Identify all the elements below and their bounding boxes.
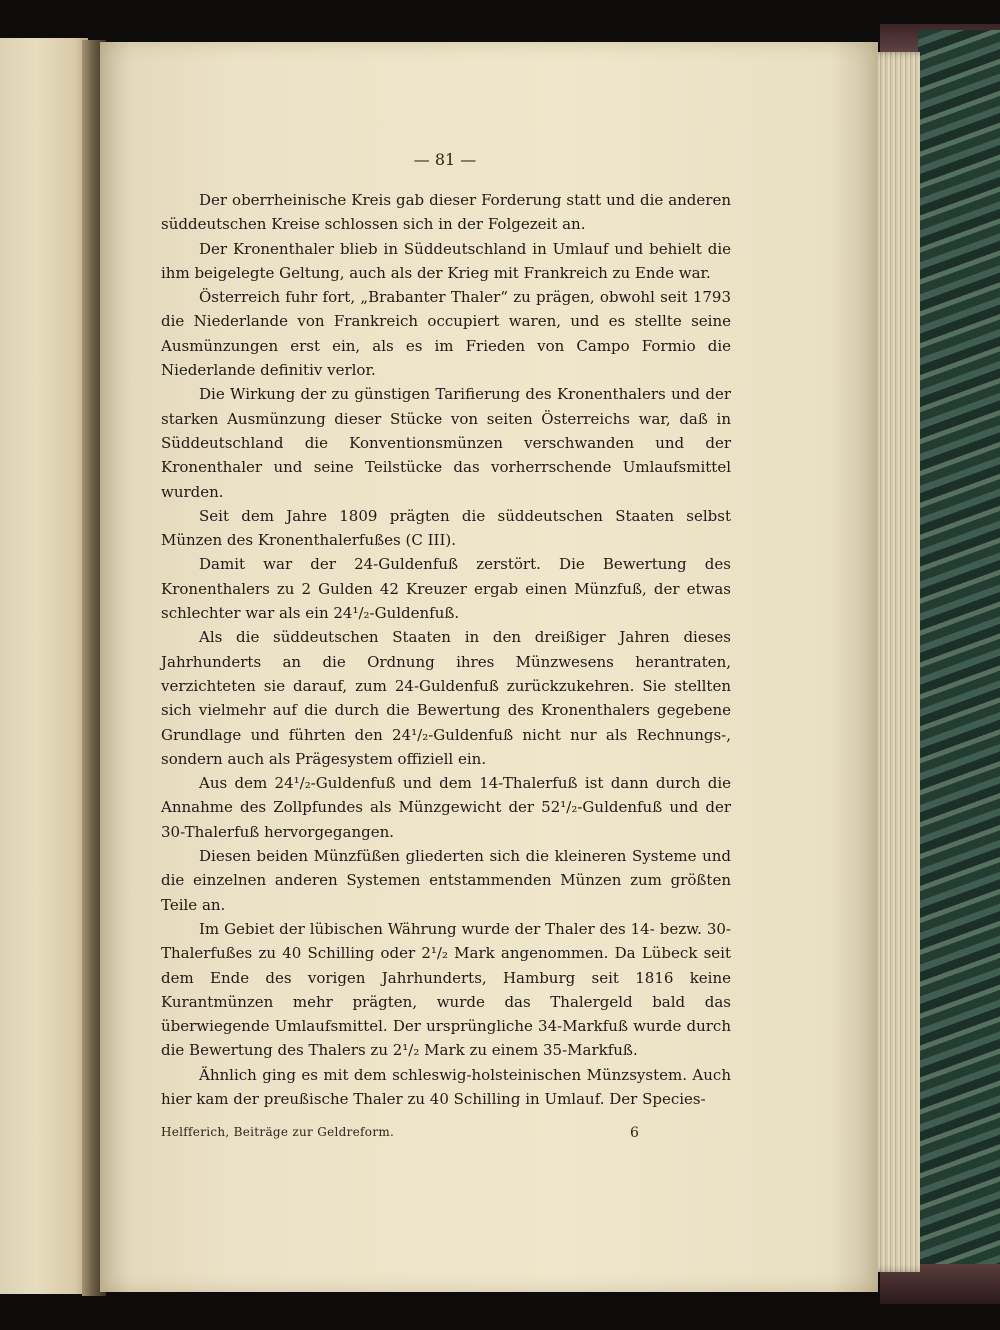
left-page-edge	[0, 38, 88, 1294]
page-number: — 81 —	[413, 150, 477, 169]
paragraph: Der oberrheinische Kreis gab dieser Forderung statt und die anderen süddeutschen Kreise schlossen sich in der Folgezeit an.	[161, 191, 731, 234]
paragraph: Seit dem Jahre 1809 prägten die süddeutschen Staaten selbst Münzen des Kronenthalerfußes (C III).	[161, 506, 731, 550]
paragraph: Österreich fuhr fort, „Brabanter Thaler“ zu prägen, obwohl seit 1793 die Niederlande von Frankreich occupiert waren, und es stellte seine Ausmünzungen erst ein, als es im Frieden von Campo Formio die Niederlande definitiv verlor.	[161, 288, 731, 380]
paragraph: Diesen beiden Münzfüßen gliederten sich die kleineren Systeme und die einzelnen anderen Systemen entstammenden Münzen zum größten Teile an.	[161, 847, 731, 914]
footer-citation: Helfferich, Beiträge zur Geldreform.	[161, 1125, 395, 1139]
paragraph: Damit war der 24-Guldenfuß zerstört. Die Bewertung des Kronenthalers zu 2 Gulden 42 Kreuzer ergab einen Münzfuß, der etwas schlechter war als ein 24¹/₂-Guldenfuß.	[161, 555, 731, 623]
paragraph: Im Gebiet der lübischen Währung wurde der Thaler des 14- bezw. 30-Thalerfußes zu 40 Schilling oder 2¹/₂ Mark angenommen. Da Lübeck seit dem Ende des vorigen Jahrhunderts, Hamburg seit 1816 keine Kurantmünzen mehr prägten, wurde das Thalergeld bald das überwiegende Umlaufsmittel. Der ursprüngliche 34-Markfuß wurde durch die Bewertung des Thalers zu 2¹/₂ Mark zu einem 35-Markfuß.	[161, 919, 731, 1060]
paragraph: Aus dem 24¹/₂-Guldenfuß und dem 14-Thalerfuß ist dann durch die Annahme des Zollpfundes als Münzgewicht der 52¹/₂-Guldenfuß und der 30-Thalerfuß hervorgegangen.	[161, 774, 731, 841]
book-cover-marbled	[918, 30, 1000, 1300]
paragraph: Der Kronenthaler blieb in Süddeutschland in Umlauf und behielt die ihm beigelegte Geltung, auch als der Krieg mit Frankreich zu Ende war.	[161, 239, 731, 282]
paragraph: Die Wirkung der zu günstigen Tarifierung des Kronenthalers und der starken Ausmünzung dieser Stücke von seiten Österreichs war, daß in Süddeutschland die Konventionsmünzen verschwanden und der Kronenthaler und seine Teilstücke das vorherrschende Umlaufsmittel wurden.	[161, 385, 731, 501]
paragraph: Ähnlich ging es mit dem schleswig-holsteinischen Münzsystem. Auch hier kam der preußische Thaler zu 40 Schilling in Umlauf. Der Species-	[161, 1065, 731, 1108]
signature-mark: 6	[630, 1125, 639, 1141]
body-text	[161, 188, 731, 1111]
paragraph: Als die süddeutschen Staaten in den dreißiger Jahren dieses Jahrhunderts an die Ordnung ihres Münzwesens herantraten, verzichteten sie darauf, zum 24-Guldenfuß zurückzukehren. Sie stellten sich vielmehr auf die durch die Bewertung des Kronenthalers gegebene Grundlage und führten den 24¹/₂-Guldenfuß nicht nur als Rechnungs-, sondern auch als Prägesystem offiziell ein.	[161, 628, 731, 768]
